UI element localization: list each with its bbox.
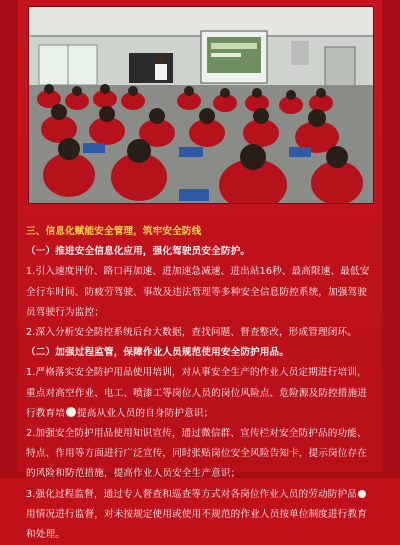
paragraph-3	[26, 363, 376, 424]
paragraph-1: 1.引入速度评价、路口再加速、进加速急减速、进出站16秒、最高限速、最低安全行车时间、防疲劳驾驶、事故及违法管理等多种安全信息防控系统，加强驾驶员驾驶行为监控；	[26, 266, 370, 318]
subsection-heading-2: （二）加强过程监管，保障作业人员规范使用安全防护用品。	[26, 347, 290, 359]
paragraph-4: 2.加强安全防护用品使用知识宣传，通过微信群、宣传栏对安全防护品的功能、特点、作用等方面进行广泛宣传，同时张贴岗位安全风险告知卡，提示岗位存在的风险和防范措施，提高作业人员安全生产意识；	[26, 428, 368, 480]
paragraph-3-part-b: 提高从业人员的自身防护意识；	[76, 407, 214, 419]
paragraph-3-part-a: 1.严格落实安全防护用品使用培训，对从事安全生产的作业人员定期进行培训，重点对高空作业、电工、喷漆工等岗位人员的岗位风险点、危险源及防控措施进行教育培	[26, 367, 368, 419]
dot-icon	[358, 490, 366, 498]
dot-icon	[66, 407, 76, 417]
paragraph-2: 2.深入分析安全防控系统后台大数据，查找问题、督查整改，形成管理闭环。	[26, 327, 357, 339]
training-photo	[28, 6, 374, 204]
section-heading: 三、信息化赋能安全管理，筑牢安全防线	[26, 226, 202, 237]
article-text	[26, 222, 376, 545]
subsection-heading-1: （一）推进安全信息化应用，强化驾驶员安全防护。	[26, 246, 251, 258]
paragraph-5	[26, 485, 376, 545]
paragraph-5-part-a: 3.强化过程监督，通过专人督查和巡查等方式对各岗位作业人员的劳动防护品	[26, 488, 357, 500]
paragraph-5-part-b: 用情况进行监督，对未按规定使用或使用不规范的作业人员按单位制度进行教育和处理。	[26, 508, 368, 541]
